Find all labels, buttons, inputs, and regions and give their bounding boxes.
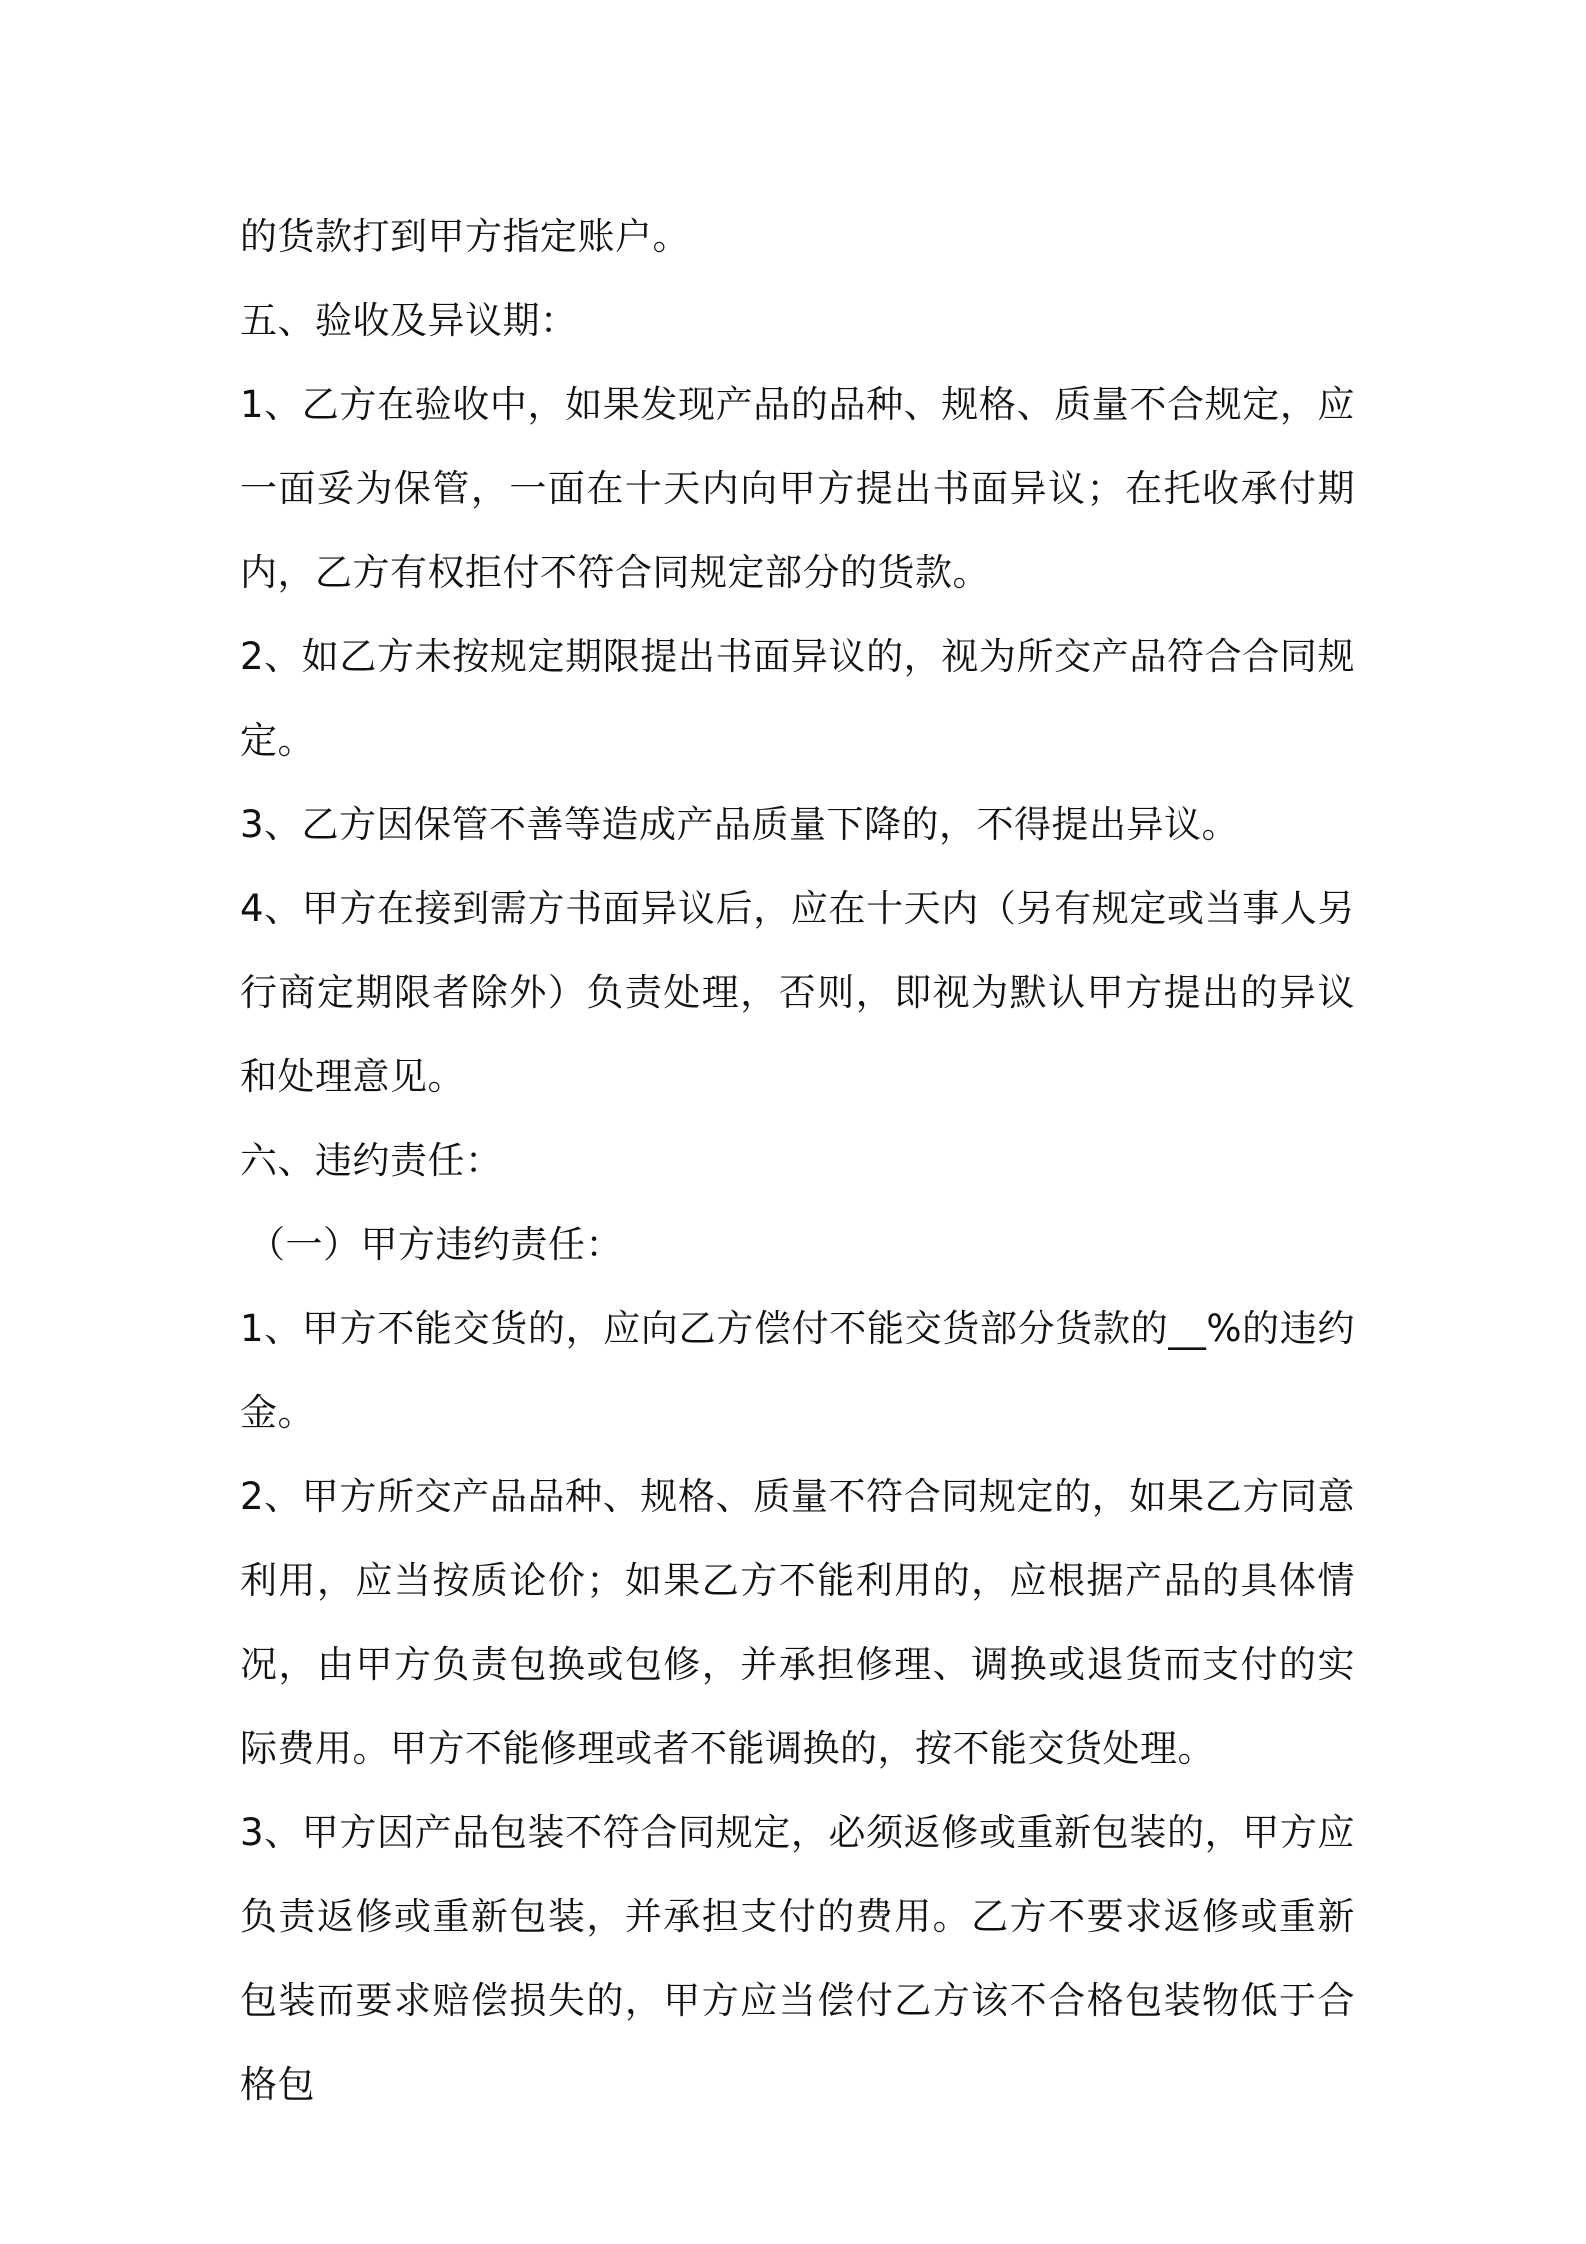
- paragraph-payment-tail: 的货款打到甲方指定账户。: [240, 215, 690, 258]
- subheading-party-a-liability: （一）甲方违约责任：: [248, 1223, 623, 1266]
- heading-liability: 六、违约责任：: [240, 1139, 503, 1182]
- document-body: [240, 195, 1355, 2127]
- paragraph-inspection-3: 3、乙方因保管不善等造成产品质量下降的，不得提出异议。: [240, 803, 1240, 846]
- heading-inspection-objection: 五、验收及异议期：: [240, 299, 578, 342]
- paragraph-inspection-1: 1、乙方在验收中，如果发现产品的品种、规格、质量不合规定，应一面妥为保管，一面在十天内向甲方提出书面异议；在托收承付期内，乙方有权拒付不符合同规定部分的货款。: [240, 383, 1355, 594]
- paragraph-liability-3: 3、甲方因产品包装不符合同规定，必须返修或重新包装的，甲方应负责返修或重新包装，并承担支付的费用。乙方不要求返修或重新包装而要求赔偿损失的，甲方应当偿付乙方该不合格包装物低于合格包: [240, 1811, 1355, 2106]
- paragraph-liability-2: 2、甲方所交产品品种、规格、质量不符合同规定的，如果乙方同意利用，应当按质论价；如果乙方不能利用的，应根据产品的具体情况，由甲方负责包换或包修，并承担修理、调换或退货而支付的实际费用。甲方不能修理或者不能调换的，按不能交货处理。: [240, 1475, 1355, 1770]
- paragraph-liability-1: 1、甲方不能交货的，应向乙方偿付不能交货部分货款的__%的违约金。: [240, 1307, 1355, 1434]
- paragraph-inspection-2: 2、如乙方未按规定期限提出书面异议的，视为所交产品符合合同规定。: [240, 635, 1355, 762]
- paragraph-inspection-4: 4、甲方在接到需方书面异议后，应在十天内（另有规定或当事人另行商定期限者除外）负责处理，否则，即视为默认甲方提出的异议和处理意见。: [240, 887, 1355, 1098]
